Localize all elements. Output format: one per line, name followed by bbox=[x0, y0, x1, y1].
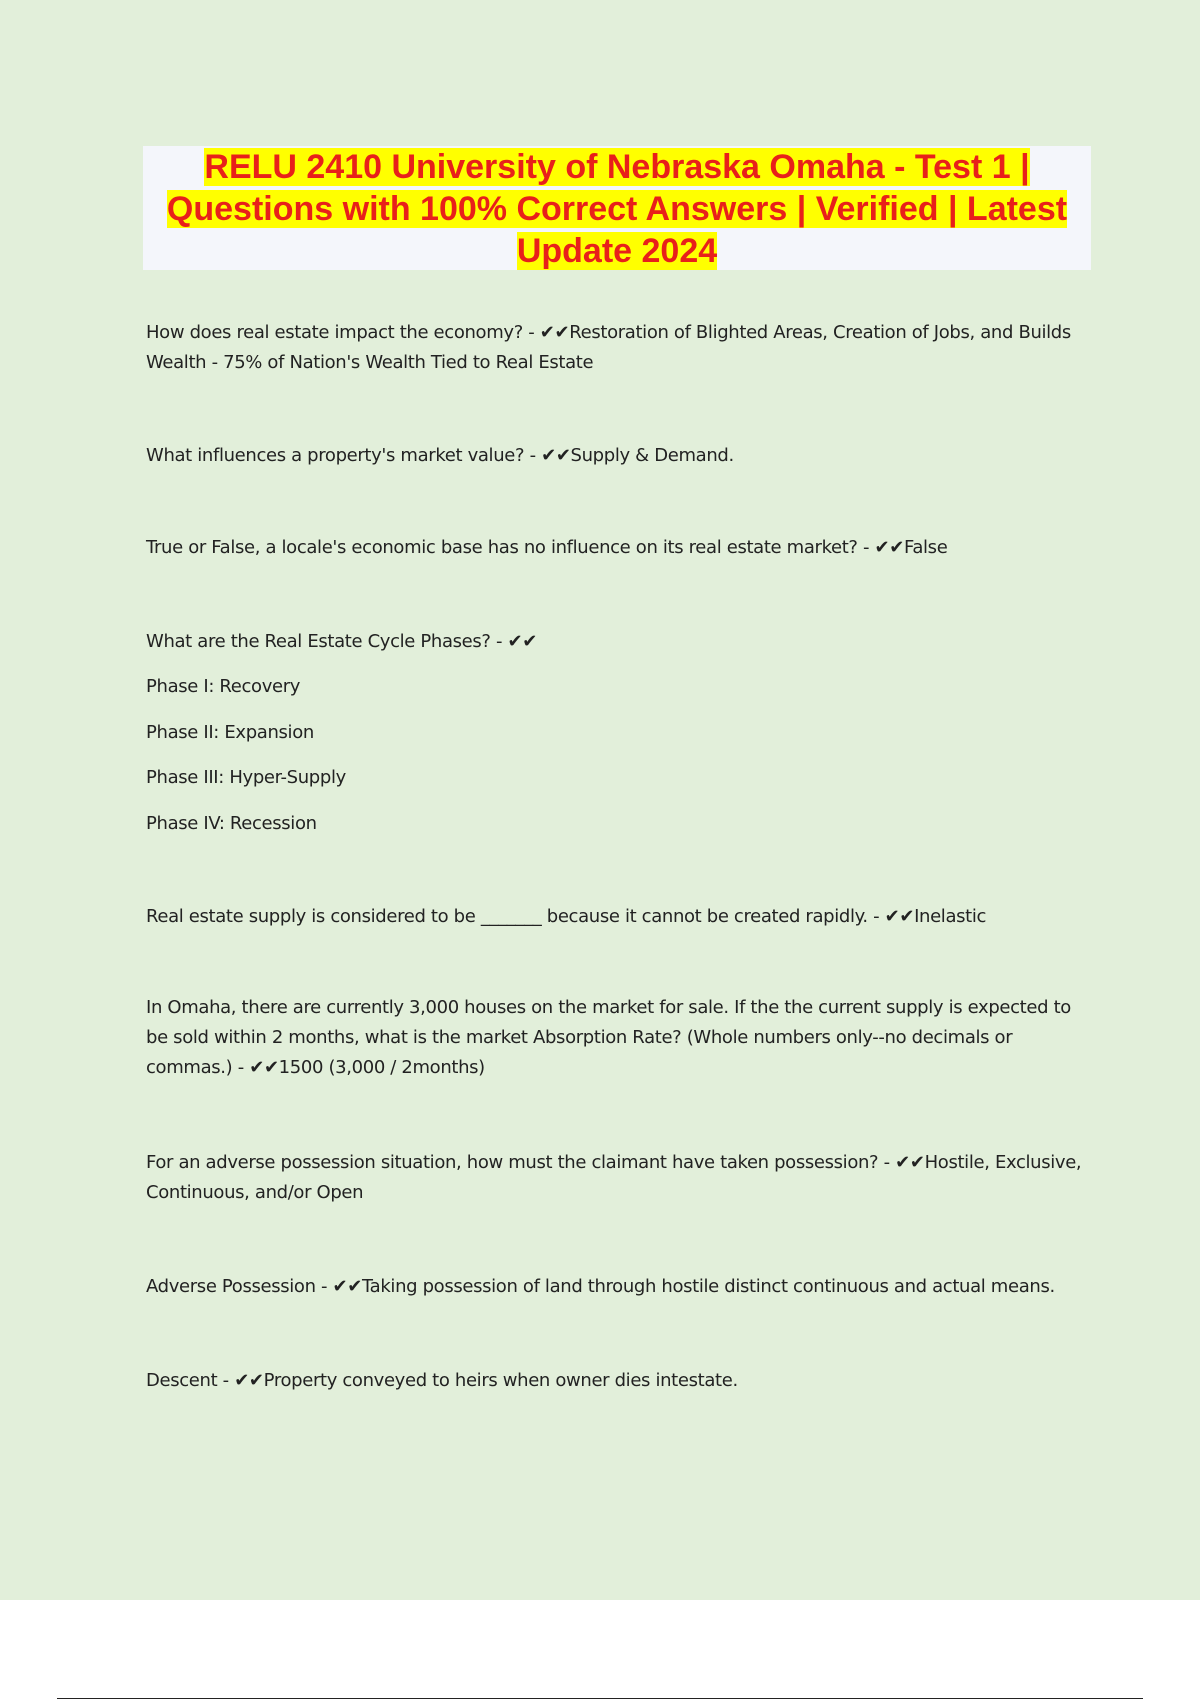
phase-item-recovery: Phase I: Recovery bbox=[146, 676, 301, 697]
qa-item-market-value: What influences a property's market value? - ✔✔Supply & Demand. bbox=[146, 445, 734, 466]
qa-item-descent: Descent - ✔✔Property conveyed to heirs when owner dies intestate. bbox=[146, 1370, 738, 1391]
footer-divider bbox=[57, 1698, 1143, 1699]
qa-item-supply-inelastic: Real estate supply is considered to be _______ because it cannot be created rapidly. - ✔✔Inelastic bbox=[146, 906, 987, 927]
document-title: RELU 2410 University of Nebraska Omaha - Test 1 | Questions with 100% Correct Answers | Verified | Latest Update 2024 bbox=[166, 148, 1068, 270]
qa-item-economic-base: True or False, a locale's economic base has no influence on its real estate market? - ✔✔False bbox=[146, 537, 948, 558]
phase-item-expansion: Phase II: Expansion bbox=[146, 722, 314, 743]
qa-item-adverse-possession-claim: For an adverse possession situation, how must the claimant have taken possession? - ✔✔Hostile, Exclusive, Continuous, and/or Open bbox=[146, 1152, 1082, 1203]
phase-item-hyper-supply: Phase III: Hyper-Supply bbox=[146, 767, 346, 788]
qa-item-absorption-rate: In Omaha, there are currently 3,000 houses on the market for sale. If the the current supply is expected to be sold within 2 months, what is the market Absorption Rate? (Whole numbers only--no decimals or commas.) - ✔✔1500 (3,000 / 2months) bbox=[146, 997, 1071, 1078]
phase-item-recession: Phase IV: Recession bbox=[146, 813, 317, 834]
qa-item-adverse-possession-def: Adverse Possession - ✔✔Taking possession of land through hostile distinct continuous and actual means. bbox=[146, 1276, 1055, 1297]
title-banner bbox=[143, 146, 1091, 270]
qa-item-economy-impact: How does real estate impact the economy? - ✔✔Restoration of Blighted Areas, Creation of Jobs, and Builds Wealth - 75% of Nation's Wealth Tied to Real Estate bbox=[146, 322, 1071, 373]
qa-item-cycle-phases: What are the Real Estate Cycle Phases? - ✔✔ bbox=[146, 631, 537, 652]
